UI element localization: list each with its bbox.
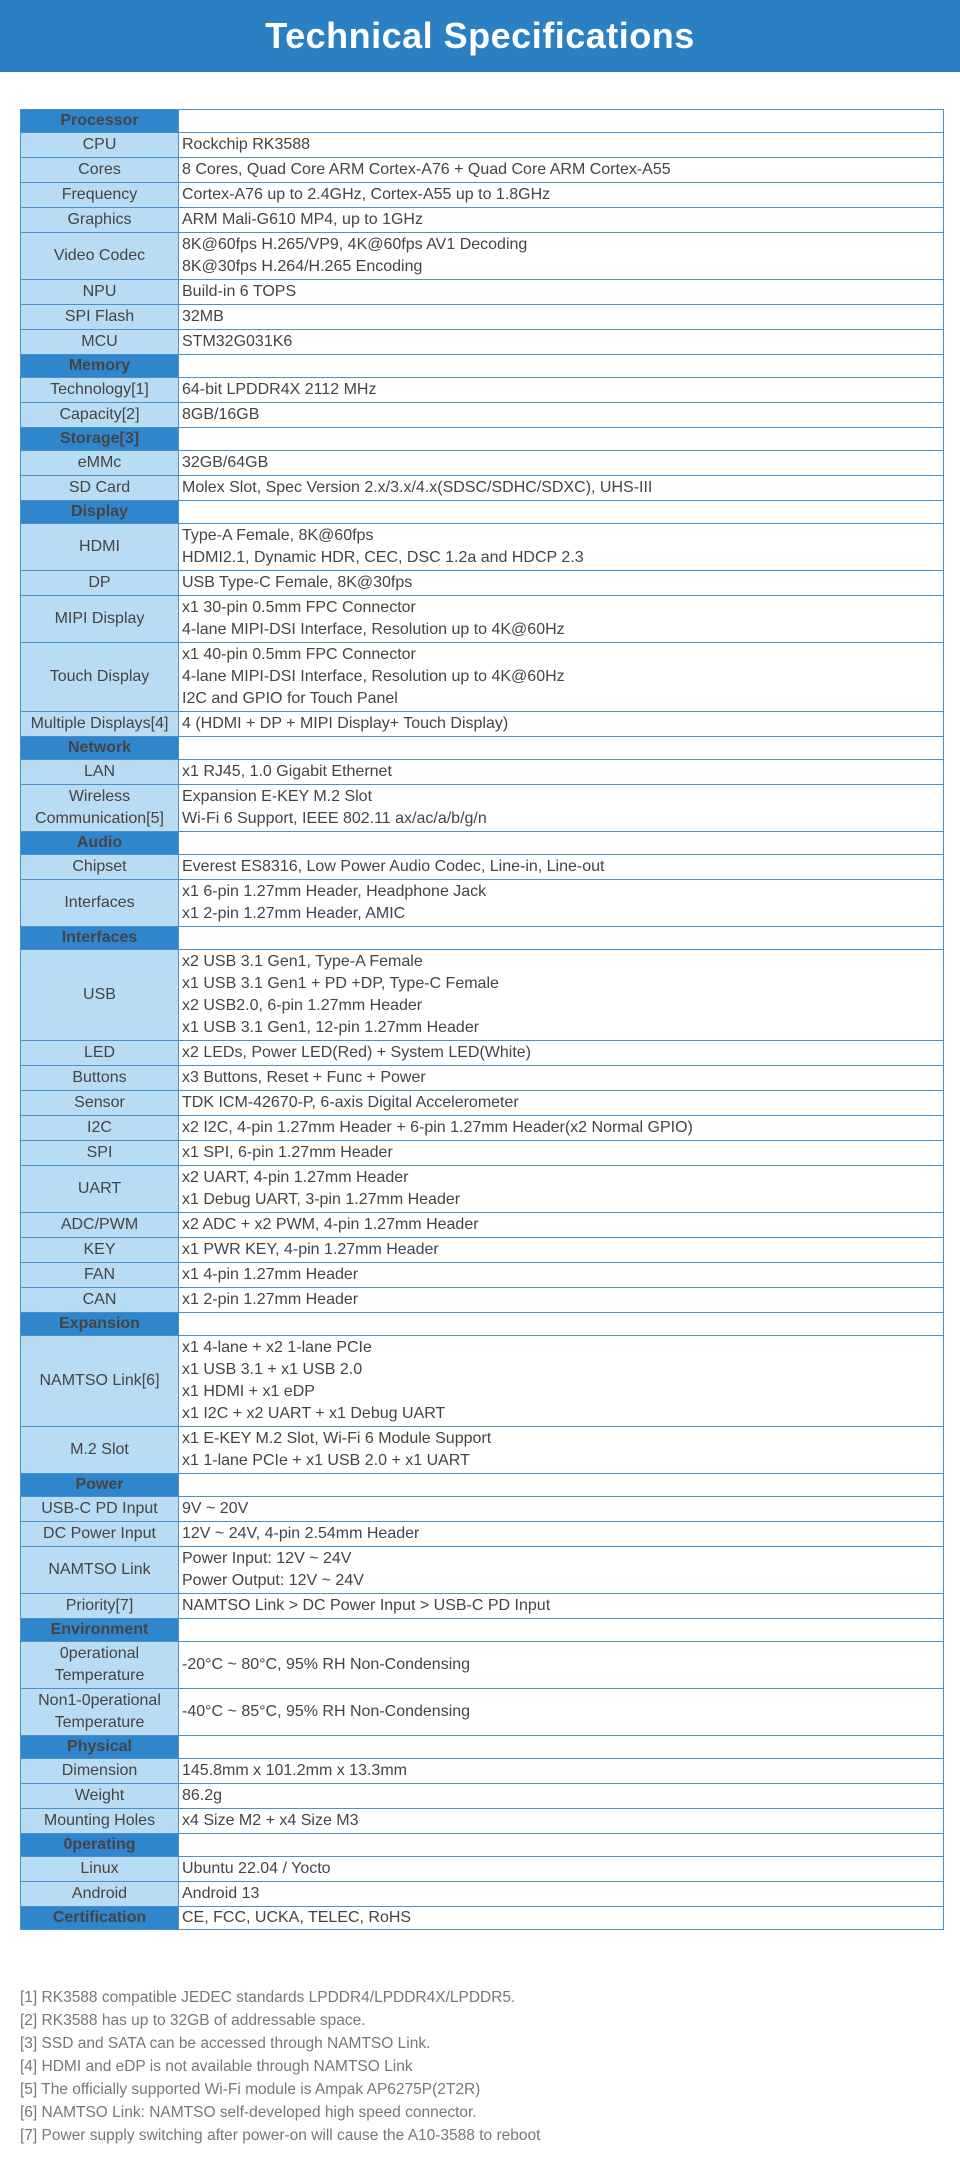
section-value — [179, 1834, 944, 1857]
spec-label — [21, 158, 179, 183]
page-title-banner — [0, 0, 960, 72]
section-title: Display — [21, 501, 179, 524]
spec-value — [179, 1263, 944, 1288]
spec-label — [21, 1263, 179, 1288]
spec-value — [179, 1689, 944, 1736]
spec-label-line: Priority[7] — [65, 1597, 134, 1614]
spec-value-line: x2 UART, 4-pin 1.27mm Header — [182, 1169, 409, 1186]
spec-value — [179, 305, 944, 330]
spec-value — [179, 785, 944, 832]
section-header-row — [21, 1736, 944, 1759]
spec-label-line: Mounting Holes — [43, 1812, 156, 1829]
spec-label-line: Frequency — [61, 186, 138, 203]
spec-value-line: 8K@60fps H.265/VP9, 4K@60fps AV1 Decoding — [182, 236, 528, 253]
spec-label — [21, 403, 179, 428]
spec-value-line: 32GB/64GB — [182, 454, 269, 471]
spec-value-line: Cortex-A76 up to 2.4GHz, Cortex-A55 up to 1.8GHz — [182, 186, 551, 203]
section-title: Audio — [21, 832, 179, 855]
spec-label-line: Capacity[2] — [59, 406, 140, 423]
spec-value-line: Power Output: 12V ~ 24V — [182, 1572, 364, 1589]
spec-label-line: Chipset — [72, 858, 127, 875]
spec-label-line: M.2 Slot — [70, 1441, 129, 1458]
section-header-row — [21, 355, 944, 378]
spec-label-line: Linux — [80, 1860, 119, 1877]
section-header-row — [21, 832, 944, 855]
spec-label-line: Android — [71, 1885, 128, 1902]
spec-value-line: Expansion E-KEY M.2 Slot — [182, 788, 373, 805]
spec-value — [179, 524, 944, 571]
section-value — [179, 428, 944, 451]
spec-label — [21, 760, 179, 785]
spec-value-line: Ubuntu 22.04 / Yocto — [182, 1860, 331, 1877]
section-value — [179, 832, 944, 855]
spec-row — [21, 1166, 944, 1213]
spec-row — [21, 880, 944, 927]
spec-label — [21, 880, 179, 927]
spec-label — [21, 1427, 179, 1474]
spec-label — [21, 305, 179, 330]
section-header-row — [21, 927, 944, 950]
spec-label — [21, 596, 179, 643]
spec-row — [21, 330, 944, 355]
section-title: Expansion — [21, 1313, 179, 1336]
section-header-row — [21, 1907, 944, 1930]
footnote: [6] NAMTSO Link: NAMTSO self-developed high speed connector. — [20, 2104, 477, 2121]
spec-value — [179, 712, 944, 737]
spec-value — [179, 1784, 944, 1809]
spec-value-line: ARM Mali-G610 MP4, up to 1GHz — [182, 211, 423, 228]
spec-value — [179, 643, 944, 712]
spec-label-line: Temperature — [54, 1714, 145, 1731]
spec-value — [179, 1857, 944, 1882]
spec-row — [21, 208, 944, 233]
spec-label — [21, 451, 179, 476]
spec-value — [179, 158, 944, 183]
spec-label-line: Graphics — [67, 211, 132, 228]
section-header-row — [21, 110, 944, 133]
spec-value — [179, 451, 944, 476]
spec-label-line: SPI Flash — [64, 308, 135, 325]
spec-value — [179, 855, 944, 880]
spec-row — [21, 785, 944, 832]
spec-label-line: Temperature — [54, 1667, 145, 1684]
section-header-row — [21, 501, 944, 524]
spec-label-line: Weight — [74, 1787, 125, 1804]
spec-label — [21, 1809, 179, 1834]
section-header-row — [21, 1313, 944, 1336]
spec-row — [21, 133, 944, 158]
spec-value-line: 64-bit LPDDR4X 2112 MHz — [182, 381, 377, 398]
spec-value-line: Wi-Fi 6 Support, IEEE 802.11 ax/ac/a/b/g/n — [182, 810, 487, 827]
spec-value — [179, 1594, 944, 1619]
footnote: [1] RK3588 compatible JEDEC standards LPDDR4/LPDDR4X/LPDDR5. — [20, 1989, 516, 2006]
spec-label-line: NPU — [82, 283, 117, 300]
spec-label — [21, 378, 179, 403]
spec-row — [21, 1857, 944, 1882]
spec-value — [179, 1427, 944, 1474]
spec-label — [21, 476, 179, 501]
spec-value-line: 145.8mm x 101.2mm x 13.3mm — [182, 1762, 407, 1779]
spec-value-line: x1 USB 3.1 Gen1, 12-pin 1.27mm Header — [182, 1019, 480, 1036]
spec-label — [21, 233, 179, 280]
spec-label-line: FAN — [83, 1266, 116, 1283]
section-title: Network — [21, 737, 179, 760]
spec-value-line: -40°C ~ 85°C, 95% RH Non-Condensing — [182, 1703, 471, 1720]
spec-value — [179, 1238, 944, 1263]
spec-value-line: x2 LEDs, Power LED(Red) + System LED(White) — [182, 1044, 531, 1061]
spec-value — [179, 1522, 944, 1547]
spec-value-line: x1 USB 3.1 Gen1 + PD +DP, Type-C Female — [182, 975, 499, 992]
spec-row — [21, 233, 944, 280]
spec-table-container — [20, 109, 944, 1930]
spec-value-line: x1 I2C + x2 UART + x1 Debug UART — [182, 1405, 446, 1422]
spec-value-line: 12V ~ 24V, 4-pin 2.54mm Header — [182, 1525, 420, 1542]
spec-row — [21, 1091, 944, 1116]
spec-label — [21, 1497, 179, 1522]
spec-label — [21, 1689, 179, 1736]
spec-value — [179, 596, 944, 643]
spec-row — [21, 1288, 944, 1313]
section-value — [179, 1619, 944, 1642]
spec-label — [21, 643, 179, 712]
spec-value — [179, 280, 944, 305]
spec-label — [21, 1141, 179, 1166]
spec-label-line: Dimension — [61, 1762, 138, 1779]
spec-value-line: TDK ICM-42670-P, 6-axis Digital Accelerometer — [182, 1094, 519, 1111]
spec-value-line: 8K@30fps H.264/H.265 Encoding — [182, 258, 423, 275]
spec-row — [21, 1594, 944, 1619]
spec-label — [21, 1336, 179, 1427]
spec-label-line: eMMc — [77, 454, 122, 471]
section-value — [179, 737, 944, 760]
spec-value-line: x1 USB 3.1 + x1 USB 2.0 — [182, 1361, 363, 1378]
spec-row — [21, 643, 944, 712]
spec-label-line: ADC/PWM — [60, 1216, 139, 1233]
spec-value — [179, 950, 944, 1041]
spec-label — [21, 1882, 179, 1907]
spec-value — [179, 1041, 944, 1066]
spec-value — [179, 1759, 944, 1784]
spec-label-line: Technology[1] — [50, 381, 149, 398]
spec-label — [21, 1642, 179, 1689]
spec-value-line: x1 1-lane PCIe + x1 USB 2.0 + x1 UART — [182, 1452, 470, 1469]
spec-value-line: 4-lane MIPI-DSI Interface, Resolution up to 4K@60Hz — [182, 668, 565, 685]
spec-value-line: x1 Debug UART, 3-pin 1.27mm Header — [182, 1191, 461, 1208]
spec-label-line: NAMTSO Link[6] — [39, 1372, 160, 1389]
spec-label — [21, 280, 179, 305]
spec-label-line: DC Power Input — [43, 1525, 156, 1542]
spec-label-line: CAN — [82, 1291, 117, 1308]
spec-label — [21, 1213, 179, 1238]
spec-label-line: 0perational — [59, 1645, 140, 1662]
spec-value-line: I2C and GPIO for Touch Panel — [182, 690, 398, 707]
spec-value — [179, 1116, 944, 1141]
spec-value — [179, 1166, 944, 1213]
spec-label-line: Buttons — [72, 1069, 127, 1086]
spec-label — [21, 1066, 179, 1091]
footnote: [7] Power supply switching after power-on will cause the A10-3588 to reboot — [20, 2127, 541, 2144]
spec-value-line: x1 30-pin 0.5mm FPC Connector — [182, 599, 416, 616]
spec-row — [21, 1116, 944, 1141]
spec-label — [21, 330, 179, 355]
spec-value-line: x2 USB2.0, 6-pin 1.27mm Header — [182, 997, 423, 1014]
spec-value — [179, 208, 944, 233]
section-title: 0perating — [21, 1834, 179, 1857]
spec-row — [21, 1689, 944, 1736]
spec-row — [21, 1041, 944, 1066]
spec-label-line: Cores — [78, 161, 121, 178]
spec-value-line: x3 Buttons, Reset + Func + Power — [182, 1069, 426, 1086]
spec-row — [21, 524, 944, 571]
spec-value-line: Rockchip RK3588 — [182, 136, 311, 153]
spec-value-line: USB Type-C Female, 8K@30fps — [182, 574, 413, 591]
spec-label — [21, 1522, 179, 1547]
section-header-row — [21, 1474, 944, 1497]
spec-value-line: x1 2-pin 1.27mm Header, AMIC — [182, 905, 406, 922]
spec-value — [179, 233, 944, 280]
spec-row — [21, 1263, 944, 1288]
spec-value — [179, 1809, 944, 1834]
spec-label-line: HDMI — [79, 538, 120, 555]
spec-label-line: MIPI Display — [54, 610, 145, 627]
spec-value-line: x1 4-lane + x2 1-lane PCIe — [182, 1339, 372, 1356]
spec-value — [179, 133, 944, 158]
spec-value — [179, 1547, 944, 1594]
spec-label — [21, 133, 179, 158]
spec-value — [179, 183, 944, 208]
spec-value-line: x4 Size M2 + x4 Size M3 — [182, 1812, 359, 1829]
page-title: Technical Specifications — [265, 15, 695, 56]
spec-label-line: Wireless — [68, 788, 131, 805]
spec-row — [21, 158, 944, 183]
spec-value-line: x1 4-pin 1.27mm Header — [182, 1266, 359, 1283]
spec-value-line: 9V ~ 20V — [182, 1500, 249, 1517]
spec-value-line: -20°C ~ 80°C, 95% RH Non-Condensing — [182, 1656, 471, 1673]
spec-value — [179, 476, 944, 501]
spec-label — [21, 1116, 179, 1141]
section-title: Environment — [21, 1619, 179, 1642]
spec-label-line: SPI — [86, 1144, 113, 1161]
spec-value-line: x2 USB 3.1 Gen1, Type-A Female — [182, 953, 423, 970]
spec-value-line: STM32G031K6 — [182, 333, 293, 350]
spec-label-line: Communication[5] — [35, 810, 164, 827]
spec-row — [21, 1759, 944, 1784]
spec-label-line: I2C — [87, 1119, 112, 1136]
spec-value-line: x1 RJ45, 1.0 Gigabit Ethernet — [182, 763, 392, 780]
spec-value-line: HDMI2.1, Dynamic HDR, CEC, DSC 1.2a and HDCP 2.3 — [182, 549, 584, 566]
spec-value-line: x2 I2C, 4-pin 1.27mm Header + 6-pin 1.27mm Header(x2 Normal GPIO) — [182, 1119, 693, 1136]
footnote: [3] SSD and SATA can be accessed through NAMTSO Link. — [20, 2035, 431, 2052]
section-value — [179, 1474, 944, 1497]
section-value — [179, 501, 944, 524]
spec-value — [179, 1091, 944, 1116]
spec-row — [21, 712, 944, 737]
spec-row — [21, 451, 944, 476]
spec-row — [21, 1336, 944, 1427]
spec-label-line: KEY — [83, 1241, 116, 1258]
footnotes — [20, 1986, 944, 2147]
spec-value — [179, 1497, 944, 1522]
spec-value-line: x2 ADC + x2 PWM, 4-pin 1.27mm Header — [182, 1216, 479, 1233]
spec-label — [21, 785, 179, 832]
spec-row — [21, 855, 944, 880]
section-value — [179, 110, 944, 133]
spec-row — [21, 760, 944, 785]
spec-value-line: Android 13 — [182, 1885, 260, 1902]
spec-label-line: USB-C PD Input — [41, 1500, 158, 1517]
spec-value-line: NAMTSO Link > DC Power Input > USB-C PD Input — [182, 1597, 551, 1614]
section-value — [179, 355, 944, 378]
spec-label-line: DP — [88, 574, 111, 591]
spec-label — [21, 712, 179, 737]
spec-value-line: 4-lane MIPI-DSI Interface, Resolution up to 4K@60Hz — [182, 621, 565, 638]
spec-value — [179, 1882, 944, 1907]
spec-row — [21, 1427, 944, 1474]
section-value: CE, FCC, UCKA, TELEC, RoHS — [179, 1907, 944, 1930]
spec-label-line: USB — [83, 986, 116, 1003]
spec-row — [21, 1882, 944, 1907]
spec-label-line: LED — [83, 1044, 116, 1061]
spec-row — [21, 1141, 944, 1166]
spec-row — [21, 1213, 944, 1238]
section-header-row — [21, 737, 944, 760]
spec-label-line: SD Card — [68, 479, 131, 496]
spec-value — [179, 1288, 944, 1313]
spec-label — [21, 1238, 179, 1263]
spec-label-line: LAN — [83, 763, 116, 780]
spec-value-line: Molex Slot, Spec Version 2.x/3.x/4.x(SDSC/SDHC/SDXC), UHS-III — [182, 479, 653, 496]
spec-label — [21, 1759, 179, 1784]
section-header-row — [21, 428, 944, 451]
spec-label-line: Touch Display — [49, 668, 150, 685]
spec-value — [179, 571, 944, 596]
spec-value — [179, 403, 944, 428]
spec-label — [21, 1166, 179, 1213]
spec-label — [21, 1041, 179, 1066]
spec-row — [21, 1066, 944, 1091]
footnote: [4] HDMI and eDP is not available through NAMTSO Link — [20, 2058, 413, 2075]
spec-row — [21, 476, 944, 501]
spec-value-line: x1 HDMI + x1 eDP — [182, 1383, 315, 1400]
spec-row — [21, 183, 944, 208]
spec-row — [21, 596, 944, 643]
footnote: [5] The officially supported Wi-Fi module is Ampak AP6275P(2T2R) — [20, 2081, 481, 2098]
spec-row — [21, 1522, 944, 1547]
section-value — [179, 1736, 944, 1759]
spec-label-line: UART — [77, 1180, 122, 1197]
section-title: Power — [21, 1474, 179, 1497]
spec-row — [21, 280, 944, 305]
spec-row — [21, 1784, 944, 1809]
spec-label — [21, 950, 179, 1041]
section-header-row — [21, 1834, 944, 1857]
spec-value-line: x1 40-pin 0.5mm FPC Connector — [182, 646, 416, 663]
spec-value-line: Build-in 6 TOPS — [182, 283, 297, 300]
spec-label — [21, 1547, 179, 1594]
spec-value — [179, 330, 944, 355]
spec-label-line: Sensor — [74, 1094, 125, 1111]
spec-table — [20, 109, 944, 1930]
spec-row — [21, 403, 944, 428]
section-title: Physical — [21, 1736, 179, 1759]
spec-label — [21, 855, 179, 880]
section-value — [179, 927, 944, 950]
section-title: Memory — [21, 355, 179, 378]
section-value — [179, 1313, 944, 1336]
spec-row — [21, 1238, 944, 1263]
spec-label-line: MCU — [81, 333, 118, 350]
spec-value — [179, 1066, 944, 1091]
spec-value-line: x1 E-KEY M.2 Slot, Wi-Fi 6 Module Support — [182, 1430, 492, 1447]
spec-row — [21, 1547, 944, 1594]
footnote: [2] RK3588 has up to 32GB of addressable space. — [20, 2012, 366, 2029]
spec-label — [21, 1857, 179, 1882]
spec-row — [21, 1642, 944, 1689]
spec-row — [21, 1809, 944, 1834]
spec-value-line: 86.2g — [182, 1787, 223, 1804]
spec-label-line: Interfaces — [64, 894, 135, 911]
spec-value — [179, 1642, 944, 1689]
spec-value — [179, 760, 944, 785]
spec-label — [21, 208, 179, 233]
spec-label — [21, 1594, 179, 1619]
spec-value-line: 8GB/16GB — [182, 406, 260, 423]
spec-value-line: Type-A Female, 8K@60fps — [182, 527, 374, 544]
section-title: Storage[3] — [21, 428, 179, 451]
spec-label-line: Multiple Displays[4] — [30, 715, 169, 732]
spec-value-line: 8 Cores, Quad Core ARM Cortex-A76 + Quad Core ARM Cortex-A55 — [182, 161, 671, 178]
spec-row — [21, 1497, 944, 1522]
spec-label-line: CPU — [82, 136, 117, 153]
spec-value-line: Everest ES8316, Low Power Audio Codec, Line-in, Line-out — [182, 858, 605, 875]
section-title: Certification — [21, 1907, 179, 1930]
spec-label-line: Video Codec — [53, 247, 146, 264]
spec-value — [179, 1213, 944, 1238]
section-title: Processor — [21, 110, 179, 133]
spec-value-line: Power Input: 12V ~ 24V — [182, 1550, 352, 1567]
spec-label — [21, 1784, 179, 1809]
spec-value — [179, 378, 944, 403]
spec-label — [21, 1288, 179, 1313]
spec-label — [21, 571, 179, 596]
spec-label — [21, 183, 179, 208]
spec-row — [21, 305, 944, 330]
spec-value-line: 32MB — [182, 308, 224, 325]
spec-row — [21, 950, 944, 1041]
section-header-row — [21, 1619, 944, 1642]
spec-label — [21, 524, 179, 571]
spec-value — [179, 1141, 944, 1166]
spec-value-line: x1 2-pin 1.27mm Header — [182, 1291, 359, 1308]
spec-label — [21, 1091, 179, 1116]
spec-value-line: x1 PWR KEY, 4-pin 1.27mm Header — [182, 1241, 439, 1258]
spec-value-line: 4 (HDMI + DP + MIPI Display+ Touch Display) — [182, 715, 509, 732]
spec-row — [21, 571, 944, 596]
section-title: Interfaces — [21, 927, 179, 950]
spec-label-line: Non1-0perational — [38, 1692, 161, 1709]
spec-row — [21, 378, 944, 403]
spec-value-line: x1 6-pin 1.27mm Header, Headphone Jack — [182, 883, 487, 900]
spec-value-line: x1 SPI, 6-pin 1.27mm Header — [182, 1144, 393, 1161]
spec-label-line: NAMTSO Link — [48, 1561, 151, 1578]
spec-value — [179, 1336, 944, 1427]
spec-value — [179, 880, 944, 927]
